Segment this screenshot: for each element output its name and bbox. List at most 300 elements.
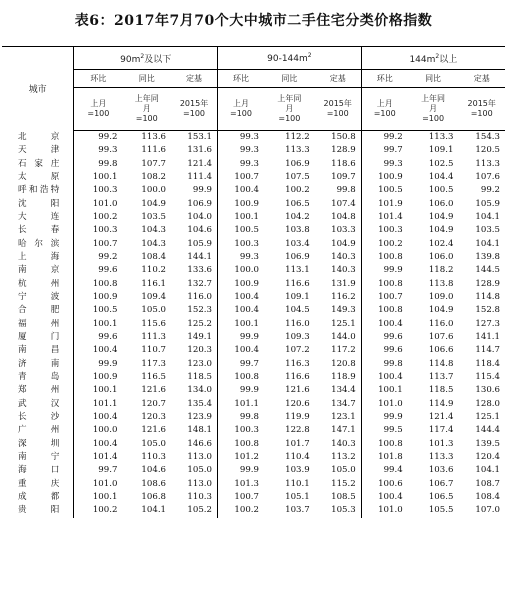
index-value-cell: 100.0 xyxy=(218,264,264,277)
index-value-cell: 130.6 xyxy=(475,385,500,396)
index-value-cell: 103.8 xyxy=(285,225,310,236)
index-value-cell: 99.9 xyxy=(361,411,407,424)
table-row xyxy=(2,371,505,384)
index-value-cell: 99.2 xyxy=(74,131,123,145)
index-value-cell: 104.9 xyxy=(331,238,356,249)
index-value-cell: 140.3 xyxy=(331,265,356,276)
index-value-cell: 106.9 xyxy=(187,198,213,209)
index-value-cell: 100.0 xyxy=(74,424,123,437)
table-row xyxy=(2,451,505,464)
index-value-cell: 100.8 xyxy=(361,438,407,451)
city-name-cell: 济南 xyxy=(2,358,74,371)
index-value-cell: 104.6 xyxy=(187,225,213,236)
index-value-cell: 99.7 xyxy=(218,358,264,371)
index-value-cell: 107.2 xyxy=(285,345,310,356)
index-value-cell: 113.7 xyxy=(428,372,454,383)
index-value-cell: 109.3 xyxy=(285,332,310,343)
index-value-cell: 99.9 xyxy=(218,384,264,397)
table-row xyxy=(2,184,505,197)
sub-header-row xyxy=(2,70,505,88)
index-value-cell: 104.9 xyxy=(428,212,454,223)
city-name-cell: 海口 xyxy=(2,464,74,477)
base-header-cell: 上月 =100 xyxy=(361,88,407,131)
index-value-cell: 131.9 xyxy=(331,278,356,289)
sub-header-cell: 定基 xyxy=(458,70,505,88)
table-row xyxy=(2,144,505,157)
index-value-cell: 103.3 xyxy=(331,225,356,236)
index-value-cell: 100.5 xyxy=(218,224,264,237)
index-value-cell: 113.0 xyxy=(187,478,213,489)
table-row xyxy=(2,504,505,517)
index-value-cell: 104.3 xyxy=(141,225,167,236)
index-value-cell: 106.0 xyxy=(428,252,454,263)
index-value-cell: 114.7 xyxy=(475,345,500,356)
index-value-cell: 105.0 xyxy=(141,438,167,449)
city-name-cell: 北京 xyxy=(2,131,74,145)
index-value-cell: 146.6 xyxy=(187,438,213,449)
city-name-cell: 上海 xyxy=(2,251,74,264)
index-value-cell: 101.0 xyxy=(361,398,407,411)
index-value-cell: 120.3 xyxy=(187,345,213,356)
index-value-cell: 123.1 xyxy=(331,412,356,423)
index-value-cell: 104.1 xyxy=(475,212,500,223)
index-value-cell: 107.7 xyxy=(141,158,167,169)
index-value-cell: 101.9 xyxy=(361,198,407,211)
index-value-cell: 107.4 xyxy=(331,198,356,209)
sub-header-cell: 同比 xyxy=(408,70,459,88)
table-row xyxy=(2,278,505,291)
index-value-cell: 100.8 xyxy=(361,304,407,317)
table-row xyxy=(2,158,505,171)
index-value-cell: 99.8 xyxy=(336,185,356,196)
index-value-cell: 107.5 xyxy=(285,172,310,183)
index-value-cell: 152.3 xyxy=(187,305,213,316)
index-value-cell: 105.0 xyxy=(187,465,213,476)
index-value-cell: 104.5 xyxy=(285,305,310,316)
city-name-cell: 太原 xyxy=(2,171,74,184)
index-value-cell: 107.6 xyxy=(428,332,454,343)
index-value-cell: 99.6 xyxy=(74,331,123,344)
index-value-cell: 100.4 xyxy=(361,318,407,331)
index-value-cell: 100.3 xyxy=(74,224,123,237)
index-value-cell: 118.6 xyxy=(331,158,356,169)
index-value-cell: 103.4 xyxy=(285,238,310,249)
index-value-cell: 144.4 xyxy=(475,425,500,436)
index-value-cell: 103.5 xyxy=(475,225,500,236)
table-row xyxy=(2,238,505,251)
city-name-cell: 武汉 xyxy=(2,398,74,411)
index-value-cell: 113.3 xyxy=(285,145,310,156)
index-value-cell: 128.9 xyxy=(475,278,500,289)
index-value-cell: 128.0 xyxy=(475,398,500,409)
table-row xyxy=(2,491,505,504)
group-header-small: $90m^2$及以下 xyxy=(74,47,218,70)
table-row xyxy=(2,358,505,371)
city-name-cell: 重庆 xyxy=(2,478,74,491)
table-row xyxy=(2,264,505,277)
index-value-cell: 100.4 xyxy=(74,438,123,451)
index-value-cell: 99.8 xyxy=(218,411,264,424)
index-value-cell: 118.9 xyxy=(331,372,356,383)
index-value-cell: 105.1 xyxy=(285,492,310,503)
index-value-cell: 113.2 xyxy=(331,452,356,463)
index-value-cell: 104.6 xyxy=(141,465,167,476)
city-name-cell: 哈尔滨 xyxy=(2,238,74,251)
base-header-cell: 上年同 月 =100 xyxy=(122,88,171,131)
index-value-cell: 100.9 xyxy=(218,278,264,291)
index-value-cell: 117.4 xyxy=(428,425,454,436)
index-value-cell: 120.3 xyxy=(141,412,167,423)
index-value-cell: 100.8 xyxy=(361,278,407,291)
index-value-cell: 99.6 xyxy=(361,344,407,357)
index-value-cell: 110.3 xyxy=(141,452,167,463)
table-row xyxy=(2,398,505,411)
city-name-cell: 宁波 xyxy=(2,291,74,304)
index-value-cell: 99.3 xyxy=(218,131,264,145)
index-value-cell: 105.0 xyxy=(331,465,356,476)
index-value-cell: 113.3 xyxy=(428,452,454,463)
index-value-cell: 99.9 xyxy=(218,331,264,344)
index-value-cell: 123.0 xyxy=(187,358,213,369)
index-value-cell: 116.6 xyxy=(285,278,310,289)
base-header-cell: 2015年 =100 xyxy=(171,88,217,131)
index-value-cell: 99.2 xyxy=(74,251,123,264)
table-row xyxy=(2,131,505,145)
index-value-cell: 100.3 xyxy=(218,424,264,437)
index-value-cell: 100.1 xyxy=(218,211,264,224)
index-value-cell: 140.3 xyxy=(331,252,356,263)
sub-header-cell: 同比 xyxy=(122,70,171,88)
index-value-cell: 110.4 xyxy=(285,452,310,463)
index-value-cell: 120.7 xyxy=(141,398,167,409)
index-value-cell: 113.6 xyxy=(141,132,167,143)
index-value-cell: 115.2 xyxy=(331,478,356,489)
city-name-cell: 南宁 xyxy=(2,451,74,464)
index-value-cell: 109.1 xyxy=(285,292,310,303)
index-value-cell: 116.2 xyxy=(331,292,356,303)
city-name-cell: 福州 xyxy=(2,318,74,331)
index-value-cell: 121.6 xyxy=(285,385,310,396)
index-value-cell: 120.4 xyxy=(475,452,500,463)
index-value-cell: 101.7 xyxy=(285,438,310,449)
index-value-cell: 121.4 xyxy=(187,158,213,169)
index-value-cell: 119.9 xyxy=(285,412,310,423)
city-name-cell: 贵阳 xyxy=(2,504,74,517)
table-row xyxy=(2,318,505,331)
index-value-cell: 101.2 xyxy=(218,451,264,464)
index-value-cell: 107.0 xyxy=(475,505,500,516)
index-value-cell: 110.7 xyxy=(141,345,167,356)
sub-header-cell: 同比 xyxy=(264,70,315,88)
table-row xyxy=(2,331,505,344)
index-value-cell: 114.8 xyxy=(475,292,500,303)
index-value-cell: 134.7 xyxy=(331,398,356,409)
index-value-cell: 116.0 xyxy=(428,318,454,329)
index-value-cell: 117.3 xyxy=(141,358,167,369)
index-value-cell: 139.8 xyxy=(475,252,500,263)
index-value-cell: 111.3 xyxy=(141,332,167,343)
index-value-cell: 104.1 xyxy=(475,238,500,249)
index-value-cell: 103.5 xyxy=(141,212,167,223)
index-value-cell: 113.0 xyxy=(187,452,213,463)
index-value-cell: 106.6 xyxy=(428,345,454,356)
price-index-table xyxy=(2,46,505,518)
city-name-cell: 天津 xyxy=(2,144,74,157)
city-name-cell: 南昌 xyxy=(2,344,74,357)
index-value-cell: 104.9 xyxy=(428,225,454,236)
index-value-cell: 116.5 xyxy=(141,372,167,383)
index-value-cell: 149.3 xyxy=(331,305,356,316)
index-value-cell: 101.3 xyxy=(218,478,264,491)
base-header-cell: 上月 =100 xyxy=(218,88,264,131)
index-value-cell: 100.7 xyxy=(218,491,264,504)
index-value-cell: 100.5 xyxy=(428,185,454,196)
index-value-cell: 101.0 xyxy=(361,504,407,517)
index-value-cell: 107.6 xyxy=(475,172,500,183)
index-value-cell: 99.2 xyxy=(361,131,407,145)
index-value-cell: 123.9 xyxy=(187,412,213,423)
index-value-cell: 106.8 xyxy=(141,492,167,503)
index-value-cell: 99.6 xyxy=(361,331,407,344)
index-value-cell: 118.5 xyxy=(187,372,213,383)
index-value-cell: 148.1 xyxy=(187,425,213,436)
index-value-cell: 113.3 xyxy=(428,132,454,143)
index-value-cell: 99.3 xyxy=(218,251,264,264)
index-value-cell: 99.3 xyxy=(74,144,123,157)
table-row xyxy=(2,291,505,304)
index-value-cell: 103.7 xyxy=(285,505,310,516)
table-row xyxy=(2,411,505,424)
index-value-cell: 154.3 xyxy=(475,132,500,143)
index-value-cell: 100.4 xyxy=(361,371,407,384)
sub-header-cell: 定基 xyxy=(315,70,362,88)
city-name-cell: 广州 xyxy=(2,424,74,437)
index-value-cell: 99.7 xyxy=(74,464,123,477)
city-name-cell: 南京 xyxy=(2,264,74,277)
index-value-cell: 100.5 xyxy=(74,304,123,317)
index-value-cell: 106.9 xyxy=(285,252,310,263)
group-header-medium: $90-144m^2$ xyxy=(218,47,362,70)
city-name-cell: 长沙 xyxy=(2,411,74,424)
index-value-cell: 144.1 xyxy=(187,252,213,263)
index-value-cell: 100.7 xyxy=(361,291,407,304)
index-value-cell: 100.4 xyxy=(218,304,264,317)
index-value-cell: 104.0 xyxy=(187,212,213,223)
index-value-cell: 100.1 xyxy=(74,318,123,331)
index-value-cell: 121.6 xyxy=(141,425,167,436)
index-value-cell: 101.4 xyxy=(74,451,123,464)
base-header-cell: 上月 =100 xyxy=(74,88,123,131)
table-row xyxy=(2,251,505,264)
index-value-cell: 116.3 xyxy=(285,358,310,369)
index-value-cell: 134.4 xyxy=(331,385,356,396)
index-value-cell: 104.9 xyxy=(428,305,454,316)
base-header-cell: 上年同 月 =100 xyxy=(408,88,459,131)
base-header-cell: 2015年 =100 xyxy=(458,88,505,131)
index-value-cell: 110.1 xyxy=(285,478,310,489)
index-value-cell: 144.5 xyxy=(475,265,500,276)
index-value-cell: 101.0 xyxy=(74,198,123,211)
index-value-cell: 132.7 xyxy=(187,278,213,289)
index-value-cell: 110.3 xyxy=(187,492,213,503)
index-value-cell: 125.1 xyxy=(475,412,500,423)
index-value-cell: 101.0 xyxy=(74,478,123,491)
index-value-cell: 99.3 xyxy=(218,144,264,157)
index-value-cell: 100.2 xyxy=(74,504,123,517)
index-value-cell: 105.3 xyxy=(331,505,356,516)
index-value-cell: 99.9 xyxy=(192,185,213,196)
index-value-cell: 108.4 xyxy=(475,492,500,503)
index-value-cell: 105.9 xyxy=(187,238,213,249)
index-value-cell: 99.9 xyxy=(361,264,407,277)
city-name-cell: 长春 xyxy=(2,224,74,237)
index-value-cell: 100.4 xyxy=(218,344,264,357)
index-value-cell: 117.2 xyxy=(331,345,356,356)
city-name-cell: 沈阳 xyxy=(2,198,74,211)
index-value-cell: 100.8 xyxy=(218,438,264,451)
index-value-cell: 104.2 xyxy=(285,212,310,223)
index-value-cell: 100.2 xyxy=(361,238,407,251)
base-header-cell: 2015年 =100 xyxy=(315,88,362,131)
index-value-cell: 108.6 xyxy=(141,478,167,489)
index-value-cell: 133.6 xyxy=(187,265,213,276)
index-value-cell: 106.9 xyxy=(285,158,310,169)
index-value-cell: 100.8 xyxy=(361,251,407,264)
index-value-cell: 100.8 xyxy=(74,278,123,291)
index-value-cell: 125.2 xyxy=(187,318,213,329)
table-row xyxy=(2,478,505,491)
index-value-cell: 100.3 xyxy=(74,184,123,197)
index-value-cell: 121.6 xyxy=(141,385,167,396)
index-value-cell: 144.0 xyxy=(331,332,356,343)
table-title: 表6：2017年7月70个大中城市二手住宅分类价格指数 xyxy=(74,13,433,29)
index-value-cell: 112.2 xyxy=(285,132,310,143)
city-name-cell: 青岛 xyxy=(2,371,74,384)
index-value-cell: 120.6 xyxy=(285,398,310,409)
index-value-cell: 109.7 xyxy=(331,172,356,183)
index-value-cell: 100.5 xyxy=(361,184,407,197)
index-value-cell: 128.9 xyxy=(331,145,356,156)
table-row xyxy=(2,344,505,357)
index-value-cell: 139.5 xyxy=(475,438,500,449)
index-value-cell: 116.6 xyxy=(285,372,310,383)
index-value-cell: 99.9 xyxy=(218,464,264,477)
index-value-cell: 116.1 xyxy=(141,278,167,289)
index-value-cell: 100.4 xyxy=(218,291,264,304)
city-name-cell: 合肥 xyxy=(2,304,74,317)
index-value-cell: 103.9 xyxy=(285,465,310,476)
index-value-cell: 113.1 xyxy=(285,265,310,276)
index-value-cell: 104.1 xyxy=(475,465,500,476)
index-value-cell: 100.7 xyxy=(74,238,123,251)
index-value-cell: 110.2 xyxy=(141,265,167,276)
index-value-cell: 135.4 xyxy=(187,398,213,409)
index-value-cell: 100.3 xyxy=(361,224,407,237)
table-row xyxy=(2,464,505,477)
table-row xyxy=(2,424,505,437)
index-value-cell: 99.2 xyxy=(480,185,500,196)
index-value-cell: 100.1 xyxy=(361,384,407,397)
table-row xyxy=(2,198,505,211)
sub-header-cell: 定基 xyxy=(171,70,217,88)
index-value-cell: 100.9 xyxy=(218,198,264,211)
index-value-cell: 122.8 xyxy=(285,425,310,436)
index-value-cell: 108.7 xyxy=(475,478,500,489)
index-value-cell: 109.4 xyxy=(141,292,167,303)
index-value-cell: 100.8 xyxy=(218,371,264,384)
index-value-cell: 100.4 xyxy=(74,344,123,357)
index-value-cell: 101.8 xyxy=(361,451,407,464)
city-name-cell: 呼和浩特 xyxy=(2,184,74,197)
index-value-cell: 121.4 xyxy=(428,412,454,423)
index-value-cell: 104.3 xyxy=(141,238,167,249)
table-row xyxy=(2,224,505,237)
index-value-cell: 100.1 xyxy=(218,318,264,331)
table-row xyxy=(2,304,505,317)
index-value-cell: 111.4 xyxy=(187,172,213,183)
table-row xyxy=(2,438,505,451)
index-value-cell: 104.8 xyxy=(331,212,356,223)
index-value-cell: 111.6 xyxy=(141,145,167,156)
index-value-cell: 108.4 xyxy=(141,252,167,263)
table-row xyxy=(2,211,505,224)
index-value-cell: 100.9 xyxy=(74,291,123,304)
index-value-cell: 149.1 xyxy=(187,332,213,343)
city-name-cell: 石家庄 xyxy=(2,158,74,171)
index-value-cell: 140.3 xyxy=(331,438,356,449)
index-value-cell: 109.1 xyxy=(428,145,454,156)
index-value-cell: 106.0 xyxy=(428,198,454,209)
index-value-cell: 101.4 xyxy=(361,211,407,224)
index-value-cell: 102.4 xyxy=(428,238,454,249)
index-value-cell: 100.9 xyxy=(74,371,123,384)
city-name-cell: 郑州 xyxy=(2,384,74,397)
index-value-cell: 100.0 xyxy=(141,185,167,196)
index-value-cell: 131.6 xyxy=(187,145,213,156)
index-value-cell: 102.5 xyxy=(428,158,454,169)
index-value-cell: 99.7 xyxy=(361,144,407,157)
index-value-cell: 100.2 xyxy=(218,504,264,517)
index-value-cell: 99.9 xyxy=(74,358,123,371)
index-value-cell: 100.9 xyxy=(361,171,407,184)
index-value-cell: 99.8 xyxy=(74,158,123,171)
index-value-cell: 118.2 xyxy=(428,265,454,276)
index-value-cell: 113.8 xyxy=(428,278,454,289)
index-value-cell: 100.2 xyxy=(285,185,310,196)
index-value-cell: 153.1 xyxy=(187,132,213,143)
index-value-cell: 115.6 xyxy=(141,318,167,329)
index-value-cell: 106.5 xyxy=(428,492,454,503)
index-value-cell: 118.4 xyxy=(475,358,500,369)
index-value-cell: 100.6 xyxy=(361,478,407,491)
index-value-cell: 109.0 xyxy=(428,292,454,303)
index-value-cell: 100.1 xyxy=(74,171,123,184)
index-value-cell: 100.7 xyxy=(218,171,264,184)
index-value-cell: 106.7 xyxy=(428,478,454,489)
index-value-cell: 99.4 xyxy=(361,464,407,477)
index-value-cell: 141.1 xyxy=(475,332,500,343)
index-value-cell: 104.1 xyxy=(141,505,167,516)
index-value-cell: 105.9 xyxy=(475,198,500,209)
index-value-cell: 100.4 xyxy=(74,411,123,424)
index-value-cell: 103.6 xyxy=(428,465,454,476)
city-name-cell: 厦门 xyxy=(2,331,74,344)
index-value-cell: 99.6 xyxy=(74,264,123,277)
index-value-cell: 100.4 xyxy=(361,491,407,504)
base-header-row xyxy=(2,88,505,131)
index-value-cell: 114.8 xyxy=(428,358,454,369)
table-header xyxy=(2,47,505,131)
